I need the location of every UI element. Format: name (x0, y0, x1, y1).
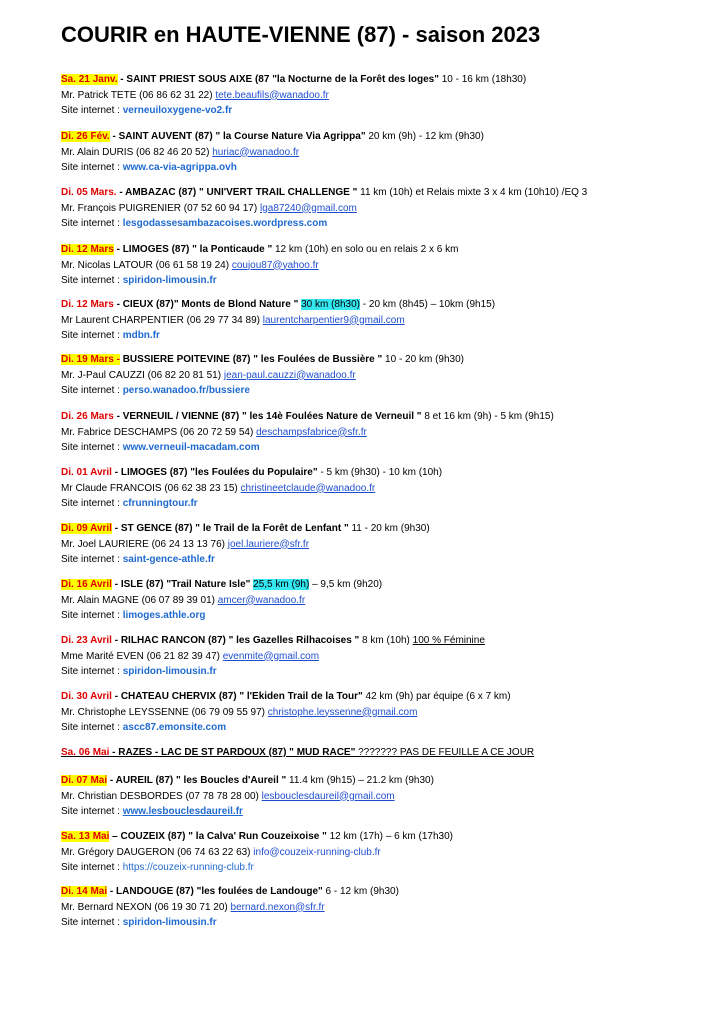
event-details: 12 km (17h) – 6 km (17h30) (326, 831, 454, 842)
event-details: - 20 km (8h45) – 10km (9h15) (360, 299, 496, 310)
event-title-line (61, 129, 701, 145)
event-site-link[interactable]: spiridon-limousin.fr (122, 275, 217, 286)
event-email-link[interactable]: evenmite@gmail.com (222, 650, 320, 662)
event-title-line (61, 465, 701, 481)
event-heading: - SAINT AUVENT (87) " la Course Nature Via Agrippa" (109, 131, 366, 142)
event-site-line (61, 440, 701, 456)
event-date: Di. 26 Fév. (61, 131, 110, 142)
event-email-link[interactable]: lesbouclesdaureil@gmail.com (261, 790, 395, 802)
event-contact-line (61, 705, 701, 721)
event-heading: - AUREIL (87) " les Boucles d'Aureil " (107, 775, 287, 786)
event-site-link[interactable]: perso.wanadoo.fr/bussiere (122, 385, 250, 396)
event-email-link[interactable]: bernard.nexon@sfr.fr (230, 901, 325, 913)
page-title: COURIR en HAUTE-VIENNE (87) - saison 2023 (61, 22, 541, 47)
event-heading: - LIMOGES (87) "les Foulées du Populaire" (111, 467, 318, 478)
event-entry (61, 352, 701, 399)
event-email-link[interactable]: laurentcharpentier9@gmail.com (262, 314, 405, 326)
event-site-line (61, 273, 701, 289)
event-heading: - CIEUX (87)" Monts de Blond Nature " (113, 299, 299, 310)
event-date: Di. 07 Mai (61, 775, 108, 786)
event-entry (61, 773, 701, 820)
event-contact-line (61, 145, 701, 161)
event-site-link[interactable]: spiridon-limousin.fr (122, 917, 217, 928)
site-label: Site internet : (61, 666, 120, 677)
event-contact: Mr. Patrick TETE (06 86 62 31 22) (61, 89, 216, 101)
event-email-link[interactable]: deschampsfabrice@sfr.fr (256, 426, 367, 438)
event-title-line (61, 689, 701, 705)
event-title-line (61, 297, 701, 313)
event-site-line (61, 720, 701, 736)
event-entry (61, 745, 701, 761)
site-label: Site internet : (61, 162, 120, 173)
site-label: Site internet : (61, 806, 120, 817)
event-site-link[interactable]: www.verneuil-macadam.com (122, 442, 260, 453)
event-contact: Mr Claude FRANCOIS (06 62 38 23 15) (61, 482, 241, 494)
event-contact-line (61, 900, 701, 916)
event-email-link[interactable]: amcer@wanadoo.fr (217, 594, 306, 606)
event-contact-line (61, 537, 701, 553)
event-heading: - RAZES - LAC DE ST PARDOUX (87) " MUD RACE" (109, 747, 356, 758)
event-date: Sa. 06 Mai (61, 747, 110, 758)
event-heading: - VERNEUIL / VIENNE (87) " les 14è Foulées Nature de Verneuil " (113, 411, 422, 422)
event-entry (61, 689, 701, 736)
event-details: 8 et 16 km (9h) - 5 km (9h15) (421, 411, 554, 422)
event-date: Sa. 21 Janv. (61, 74, 118, 85)
site-label: Site internet : (61, 498, 120, 509)
event-site-link[interactable]: mdbn.fr (122, 330, 160, 341)
event-contact: Mr. Alain MAGNE (06 07 89 39 01) (61, 594, 218, 606)
event-site-line (61, 328, 701, 344)
event-date: Di. 01 Avril (61, 467, 112, 478)
event-details: 12 km (10h) en solo ou en relais 2 x 6 km (272, 244, 459, 255)
event-details-highlight: 30 km (8h30) (301, 299, 361, 310)
event-entry (61, 829, 701, 876)
event-entry (61, 521, 701, 568)
event-details-highlight: 25,5 km (9h) (253, 579, 310, 590)
site-label: Site internet : (61, 385, 120, 396)
event-date: Di. 12 Mars (61, 299, 114, 310)
event-contact: Mr. Joel LAURIERE (06 24 13 13 76) (61, 538, 228, 550)
event-details: 11 km (10h) et Relais mixte 3 x 4 km (10h10) /EQ 3 (357, 187, 588, 198)
event-date: Di. 05 Mars. (61, 187, 117, 198)
event-contact: Mr. Bernard NEXON (06 19 30 71 20) (61, 901, 231, 913)
event-heading: - LIMOGES (87) " la Ponticaude " (113, 244, 273, 255)
event-email-link[interactable]: lga87240@gmail.com (259, 202, 357, 214)
event-date: Di. 14 Mai (61, 886, 108, 897)
event-details: 11.4 km (9h15) – 21.2 km (9h30) (286, 775, 434, 786)
event-details: 42 km (9h) par équipe (6 x 7 km) (362, 691, 511, 702)
event-email-link[interactable]: tete.beaufils@wanadoo.fr (215, 89, 329, 101)
event-site-line (61, 552, 701, 568)
event-entry (61, 129, 701, 176)
event-site-link[interactable]: spiridon-limousin.fr (122, 666, 217, 677)
event-email-link[interactable]: christineetclaude@wanadoo.fr (240, 482, 376, 494)
event-site-link[interactable]: limoges.athle.org (122, 610, 206, 621)
event-site-link[interactable]: www.lesbouclesdaureil.fr (122, 806, 243, 817)
event-email-link[interactable]: huriac@wanadoo.fr (212, 146, 300, 158)
event-category-note: 100 % Féminine (412, 635, 485, 646)
event-contact-line (61, 88, 701, 104)
event-contact-line (61, 201, 701, 217)
event-heading: - ST GENCE (87) " le Trail de la Forêt de Lenfant " (111, 523, 349, 534)
event-details: – 9,5 km (9h20) (309, 579, 383, 590)
event-contact: Mr. Christian DESBORDES (07 78 78 28 00) (61, 790, 262, 802)
event-email-link[interactable]: christophe.leyssenne@gmail.com (267, 706, 418, 718)
event-site-line (61, 804, 701, 820)
event-details: ??????? PAS DE FEUILLE A CE JOUR (355, 747, 535, 758)
event-site-link[interactable]: ascc87.emonsite.com (122, 722, 227, 733)
event-heading: - AMBAZAC (87) " UNI'VERT TRAIL CHALLENGE " (116, 187, 358, 198)
site-label: Site internet : (61, 442, 120, 453)
event-email-link[interactable]: info@couzeix-running-club.fr (253, 846, 381, 858)
event-site-link[interactable]: cfrunningtour.fr (122, 498, 198, 509)
event-contact: Mr. J-Paul CAUZZI (06 82 20 81 51) (61, 369, 224, 381)
event-title-line (61, 577, 701, 593)
event-site-link[interactable]: saint-gence-athle.fr (122, 554, 215, 565)
event-site-line (61, 160, 701, 176)
site-label: Site internet : (61, 722, 120, 733)
event-contact-line (61, 649, 701, 665)
event-title-line (61, 633, 701, 649)
event-contact: Mr. Nicolas LATOUR (06 61 58 19 24) (61, 259, 232, 271)
event-date: Di. 23 Avril (61, 635, 112, 646)
event-details: 10 - 20 km (9h30) (382, 354, 464, 365)
event-site-link[interactable]: verneuiloxygene-vo2.fr (122, 105, 233, 116)
site-label: Site internet : (61, 275, 120, 286)
event-contact: Mr. Grégory DAUGERON (06 74 63 22 63) (61, 846, 254, 858)
event-entry (61, 633, 701, 680)
event-contact: Mr. Christophe LEYSSENNE (06 79 09 55 97) (61, 706, 268, 718)
event-email-link[interactable]: coujou87@yahoo.fr (231, 259, 319, 271)
site-label: Site internet : (61, 218, 120, 229)
event-date: Di. 12 Mars (61, 244, 114, 255)
event-heading: – COUZEIX (87) " la Calva' Run Couzeixoise " (109, 831, 327, 842)
event-contact: Mme Marité EVEN (06 21 82 39 47) (61, 650, 223, 662)
event-email-link[interactable]: jean-paul.cauzzi@wanadoo.fr (223, 369, 356, 381)
event-details: 10 - 16 km (18h30) (438, 74, 527, 85)
event-site-line (61, 915, 701, 931)
event-contact-line (61, 593, 701, 609)
event-contact-line (61, 368, 701, 384)
event-contact: Mr. François PUIGRENIER (07 52 60 94 17) (61, 202, 260, 214)
event-date: Di. 16 Avril (61, 579, 112, 590)
site-label: Site internet : (61, 554, 120, 565)
event-site-line (61, 664, 701, 680)
event-heading: - LANDOUGE (87) "les foulées de Landouge" (107, 886, 323, 897)
event-site-link[interactable]: www.ca-via-agrippa.ovh (122, 162, 237, 173)
site-label: Site internet : (61, 610, 120, 621)
event-email-link[interactable]: joel.lauriere@sfr.fr (227, 538, 310, 550)
event-title-line (61, 72, 701, 88)
event-date: Di. 30 Avril (61, 691, 112, 702)
event-heading: - CHATEAU CHERVIX (87) " l'Ekiden Trail de la Tour" (111, 691, 363, 702)
event-entry (61, 577, 701, 624)
event-entry (61, 185, 701, 232)
event-entry (61, 465, 701, 512)
site-label: Site internet : (61, 917, 120, 928)
event-title-line (61, 773, 701, 789)
event-date: Di. 19 Mars - (61, 354, 120, 365)
event-contact: Mr. Fabrice DESCHAMPS (06 20 72 59 54) (61, 426, 257, 438)
event-title-line (61, 829, 701, 845)
event-entry (61, 297, 701, 344)
event-heading: - RILHAC RANCON (87) " les Gazelles Rilhacoises " (111, 635, 360, 646)
event-contact-line (61, 845, 701, 861)
event-details: 6 - 12 km (9h30) (322, 886, 399, 897)
event-entry (61, 884, 701, 931)
event-site-line (61, 216, 701, 232)
site-label: Site internet : (61, 105, 120, 116)
event-contact: Mr. Alain DURIS (06 82 46 20 52) (61, 146, 213, 158)
event-contact-line (61, 789, 701, 805)
site-label: Site internet : (61, 330, 120, 341)
event-site-line (61, 103, 701, 119)
event-entry (61, 409, 701, 456)
event-entry (61, 242, 701, 289)
event-contact-line (61, 313, 701, 329)
event-title-line (61, 242, 701, 258)
event-heading: BUSSIERE POITEVINE (87) " les Foulées de Bussière " (119, 354, 383, 365)
event-details: - 5 km (9h30) - 10 km (10h) (317, 467, 443, 478)
event-date: Di. 26 Mars (61, 411, 114, 422)
event-date: Di. 09 Avril (61, 523, 112, 534)
event-title-line (61, 745, 701, 761)
event-site-line (61, 496, 701, 512)
site-label: Site internet : (61, 862, 120, 873)
event-title-line (61, 409, 701, 425)
event-heading: - ISLE (87) "Trail Nature Isle" (111, 579, 251, 590)
event-contact-line (61, 258, 701, 274)
event-title-line (61, 185, 701, 201)
event-site-link[interactable]: lesgodassesambazacoises.wordpress.com (122, 218, 328, 229)
event-entry (61, 72, 701, 119)
event-details: 20 km (9h) - 12 km (9h30) (365, 131, 484, 142)
event-site-line (61, 383, 701, 399)
event-site-line (61, 860, 701, 876)
event-contact: Mr Laurent CHARPENTIER (06 29 77 34 89) (61, 314, 263, 326)
event-site-line (61, 608, 701, 624)
event-details: 11 - 20 km (9h30) (348, 523, 430, 534)
event-title-line (61, 521, 701, 537)
event-date: Sa. 13 Mai (61, 831, 110, 842)
event-heading: - SAINT PRIEST SOUS AIXE (87 "la Nocturne de la Forêt des loges" (117, 74, 439, 85)
event-site-link[interactable]: https://couzeix-running-club.fr (122, 862, 254, 873)
event-title-line (61, 352, 701, 368)
event-details: 8 km (10h) (359, 635, 413, 646)
event-contact-line (61, 481, 701, 497)
event-title-line (61, 884, 701, 900)
event-contact-line (61, 425, 701, 441)
